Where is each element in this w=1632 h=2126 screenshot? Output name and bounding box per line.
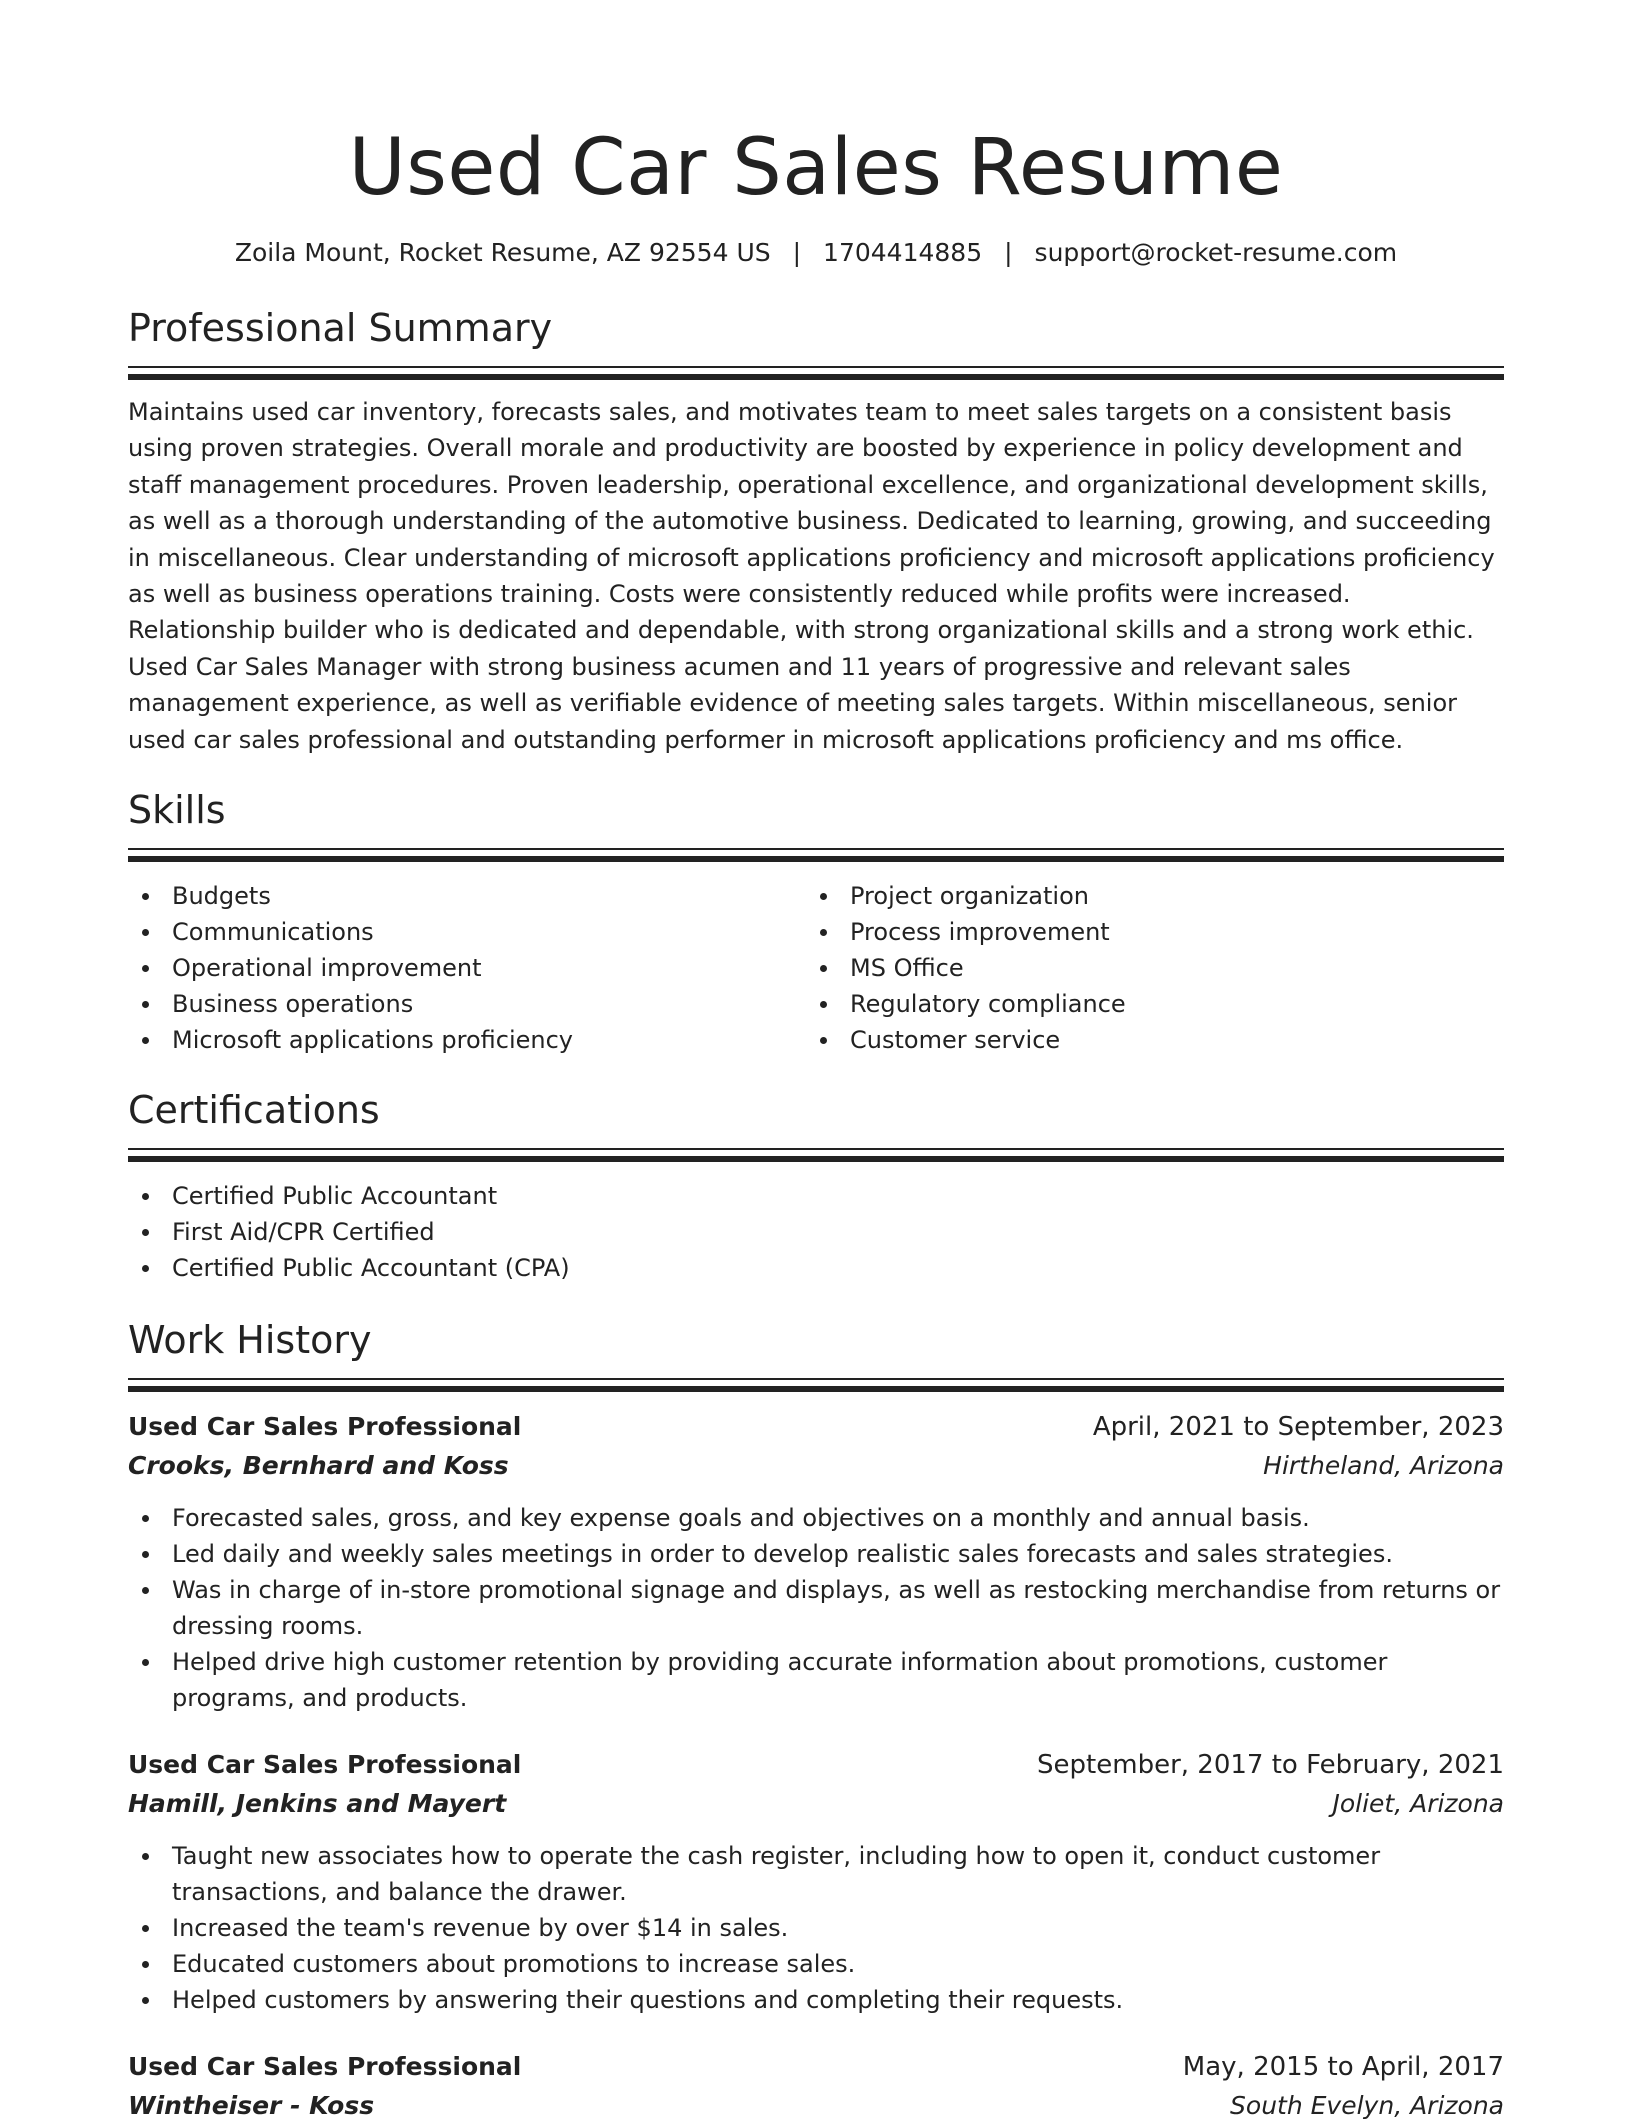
section-divider <box>128 1378 1504 1392</box>
skill-item: Budgets <box>128 878 806 914</box>
job-location: Hirtheland, Arizona <box>1263 1451 1504 1481</box>
skill-item: Operational improvement <box>128 950 806 986</box>
contact-email: support@rocket-resume.com <box>1034 238 1398 267</box>
job-company-row <box>128 1446 1504 1486</box>
job-duty: Forecasted sales, gross, and key expense goals and objectives on a monthly and annual basis. <box>128 1500 1504 1536</box>
job-title: Used Car Sales Professional <box>128 1412 522 1442</box>
skills-grid <box>128 878 1504 1058</box>
skills-list-right <box>806 878 1484 1058</box>
contact-separator: | <box>1004 238 1013 267</box>
work-history-section <box>128 1316 1504 2126</box>
job-duty: Helped drive high customer retention by providing accurate information about promotions, customer programs, and products. <box>128 1644 1504 1716</box>
section-divider <box>128 366 1504 380</box>
skill-item: Microsoft applications proficiency <box>128 1022 806 1058</box>
job-duties-list <box>128 1500 1504 1716</box>
skills-list-left <box>128 878 806 1058</box>
job-location: Joliet, Arizona <box>1332 1789 1504 1819</box>
summary-text: Maintains used car inventory, forecasts sales, and motivates team to meet sales targets on a consistent basis using proven strategies. Overall morale and productivity are boosted by experience in policy development and staff management procedures. Proven leadership, operational excellence, and organizational development skills, as well as a thorough understanding of the automotive business. Dedicated to learning, growing, and succeeding in miscellaneous. Clear understanding of microsoft applications proficiency and microsoft applications proficiency as well as business operations training. Costs were consistently reduced while profits were increased. Relationship builder who is dedicated and dependable, with strong organizational skills and a strong work ethic. Used Car Sales Manager with strong business acumen and 11 years of progressive and relevant sales management experience, as well as verifiable evidence of meeting sales targets. Within miscellaneous, senior used car sales professional and outstanding performer in microsoft applications proficiency and ms office. <box>128 398 1495 754</box>
job-location: South Evelyn, Arizona <box>1230 2091 1504 2121</box>
job-title: Used Car Sales Professional <box>128 1750 522 1780</box>
section-divider <box>128 1148 1504 1162</box>
job-header-row <box>128 1746 1504 1784</box>
job-header-row <box>128 1408 1504 1446</box>
job-dates: May, 2015 to April, 2017 <box>1182 2052 1504 2083</box>
summary-section <box>128 304 1504 758</box>
work-history-heading: Work History <box>128 1318 372 1363</box>
job-entry <box>128 1746 1504 2018</box>
job-duty: Increased the team's revenue by over $14 in sales. <box>128 1910 1504 1946</box>
resume-page <box>128 0 1504 2126</box>
job-company: Hamill, Jenkins and Mayert <box>128 1789 507 1819</box>
skills-section <box>128 786 1504 1058</box>
contact-address: Zoila Mount, Rocket Resume, AZ 92554 US <box>234 238 771 267</box>
skill-item: Communications <box>128 914 806 950</box>
job-title: Used Car Sales Professional <box>128 2052 522 2082</box>
certifications-list <box>128 1178 1504 1286</box>
job-duty: Led daily and weekly sales meetings in order to develop realistic sales forecasts and sales strategies. <box>128 1536 1504 1572</box>
skill-item: Regulatory compliance <box>806 986 1484 1022</box>
job-duties-list <box>128 1838 1504 2018</box>
section-divider <box>128 848 1504 862</box>
job-dates: April, 2021 to September, 2023 <box>1092 1412 1504 1443</box>
certifications-section <box>128 1086 1504 1286</box>
skill-item: Business operations <box>128 986 806 1022</box>
certification-item: Certified Public Accountant <box>128 1178 1504 1214</box>
contact-separator: | <box>792 238 802 267</box>
certification-item: Certified Public Accountant (CPA) <box>128 1250 1504 1286</box>
job-duty: Helped customers by answering their questions and completing their requests. <box>128 1982 1504 2018</box>
job-header-row <box>128 2048 1504 2086</box>
skills-heading: Skills <box>128 788 226 833</box>
summary-heading: Professional Summary <box>128 306 553 350</box>
skill-item: Process improvement <box>806 914 1484 950</box>
contact-phone: 1704414885 <box>823 238 983 267</box>
skill-item: Customer service <box>806 1022 1484 1058</box>
job-duty: Educated customers about promotions to increase sales. <box>128 1946 1504 1982</box>
page-title: Used Car Sales Resume <box>348 123 1284 213</box>
job-company: Wintheiser - Koss <box>128 2091 375 2121</box>
job-company-row <box>128 2086 1504 2126</box>
certifications-heading: Certifications <box>128 1088 380 1133</box>
job-entry <box>128 1408 1504 1716</box>
job-duty: Taught new associates how to operate the cash register, including how to open it, conduct customer transactions, and balance the drawer. <box>128 1838 1504 1910</box>
job-dates: September, 2017 to February, 2021 <box>1037 1750 1504 1781</box>
job-company-row <box>128 1784 1504 1824</box>
skill-item: Project organization <box>806 878 1484 914</box>
job-duty: Was in charge of in-store promotional signage and displays, as well as restocking merchandise from returns or dressing rooms. <box>128 1572 1504 1644</box>
job-company: Crooks, Bernhard and Koss <box>128 1451 509 1481</box>
job-entry <box>128 2048 1504 2126</box>
skill-item: MS Office <box>806 950 1484 986</box>
contact-line <box>128 236 1504 270</box>
certification-item: First Aid/CPR Certified <box>128 1214 1504 1250</box>
